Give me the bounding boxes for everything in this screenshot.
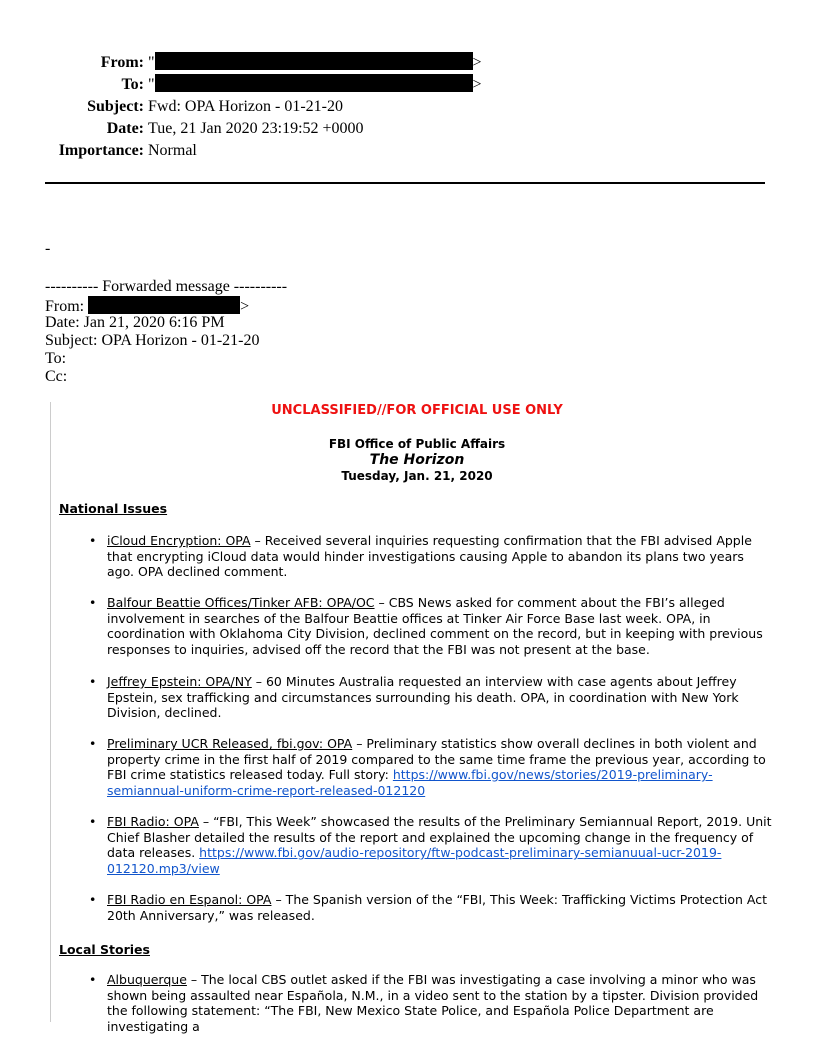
forwarded-date: Date: Jan 21, 2020 6:16 PM [45, 314, 225, 331]
newsletter-date: Tuesday, Jan. 21, 2020 [341, 469, 493, 483]
importance-label: Importance: [58, 142, 144, 159]
national-issues-heading: National Issues [59, 501, 168, 516]
local-stories-heading: Local Stories [59, 942, 150, 957]
bullet-icon: • [89, 595, 97, 610]
story-link[interactable]: https://www.fbi.gov/news/stories/2019-preliminary-semiannual-uniform-crime-report-released-012120 [107, 767, 713, 798]
quote-border [50, 402, 51, 1022]
date-label: Date: [106, 120, 144, 137]
item-topic[interactable]: Albuquerque [107, 972, 187, 987]
item-topic[interactable]: FBI Radio: OPA [107, 814, 199, 829]
from-value: " > [148, 54, 482, 71]
newsletter-title: The Horizon [369, 452, 465, 468]
forwarded-to: To: [45, 350, 67, 367]
classification-banner: UNCLASSIFIED//FOR OFFICIAL USE ONLY [271, 403, 563, 418]
from-label: From: [100, 54, 144, 71]
item-topic[interactable]: Preliminary UCR Released, fbi.gov: OPA [107, 736, 353, 751]
to-label: To: [121, 76, 144, 93]
date-value: Tue, 21 Jan 2020 23:19:52 +0000 [148, 120, 364, 137]
item-topic[interactable]: Balfour Beattie Offices/Tinker AFB: OPA/OC [107, 595, 375, 610]
bullet-icon: • [89, 972, 97, 987]
subject-label: Subject: [87, 98, 144, 115]
forwarded-from: From: > [45, 298, 250, 315]
forwarded-cc: Cc: [45, 368, 68, 385]
redaction-block [155, 74, 473, 92]
bullet-icon: • [89, 892, 97, 907]
subject-value: Fwd: OPA Horizon - 01-21-20 [148, 98, 343, 115]
dash-line: - [45, 240, 51, 257]
bullet-icon: • [89, 736, 97, 751]
bullet-icon: • [89, 533, 97, 548]
item-topic[interactable]: FBI Radio en Espanol: OPA [107, 892, 272, 907]
forwarded-subject: Subject: OPA Horizon - 01-21-20 [45, 332, 260, 349]
bullet-icon: • [89, 814, 97, 829]
forwarded-banner: ---------- Forwarded message ---------- [45, 278, 288, 295]
to-value: " > [148, 76, 482, 93]
audio-link[interactable]: https://www.fbi.gov/audio-repository/ftw-podcast-preliminary-semianuual-ucr-2019-012120.mp3/view [107, 845, 722, 876]
office-name: FBI Office of Public Affairs [328, 437, 506, 451]
item-topic[interactable]: iCloud Encryption: OPA [107, 533, 251, 548]
redaction-block [155, 52, 473, 70]
redaction-block [88, 296, 240, 314]
importance-value: Normal [148, 142, 197, 159]
bullet-icon: • [89, 674, 97, 689]
item-topic[interactable]: Jeffrey Epstein: OPA/NY [107, 674, 252, 689]
header-divider [45, 182, 765, 184]
